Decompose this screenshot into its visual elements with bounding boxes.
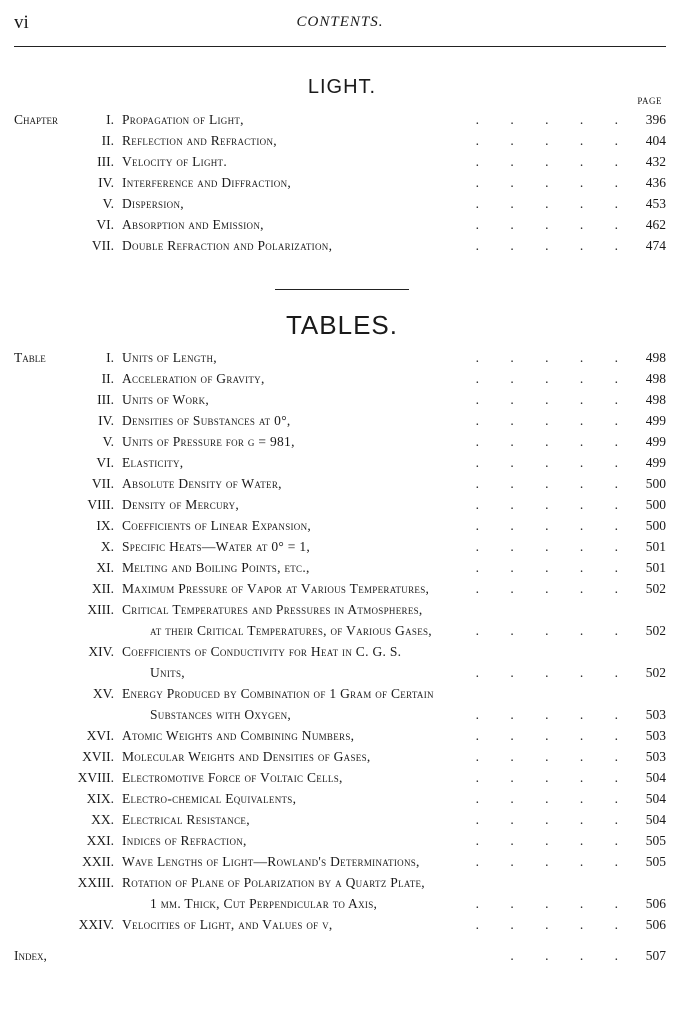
entry-title: Energy Produced by Combination of 1 Gram of Certain [122,686,434,701]
entry-number: XVIII. [77,770,114,785]
entry-number: XI. [96,560,114,575]
entry-title: Indices of Refraction, [122,833,247,848]
entry-number: II. [101,133,114,148]
entry-title: Double Refraction and Polarization, [122,238,333,253]
entry-title: Critical Temperatures and Pressures in Atmospheres, [122,602,423,617]
entry-number: XVII. [82,749,114,764]
dot-leader: . . . . . [475,392,632,407]
entry-title-continuation: 1 mm. Thick, Cut Perpendicular to Axis, [150,896,378,911]
entry-title: Interference and Diffraction, [122,175,292,190]
entry-title: Absolute Density of Water, [122,476,282,491]
page-number-row [0,196,684,217]
page-number: 504 [645,791,666,806]
dot-leader: . . . . . [475,112,632,127]
entry-number: II. [101,371,114,386]
entry-number: VI. [96,455,114,470]
dot-leader: . . . . . [475,238,632,253]
entry-number: IV. [98,413,114,428]
entry-title: Rotation of Plane of Polarization by a Quartz Plate, [122,875,425,890]
page-number-row [0,896,684,917]
page-number: 404 [645,133,666,148]
page-number-row [0,175,684,196]
page-number-row [0,917,684,938]
entry-number: V. [102,196,114,211]
page-number-row [0,154,684,175]
page-number: 502 [645,623,666,638]
entry-title: Absorption and Emission, [122,217,264,232]
dot-leader: . . . . . [475,434,632,449]
page-number-row [0,833,684,854]
dot-leader: . . . . . [475,133,632,148]
entry-number: XVI. [86,728,114,743]
page-number-row [0,581,684,602]
contents-row[interactable] [0,644,684,665]
entry-title: Units of Pressure for g = 981, [122,434,295,449]
page-number-row [0,371,684,392]
page-number: 507 [645,948,666,963]
dot-leader: . . . . . [475,539,632,554]
page-number: 498 [645,350,666,365]
page-number: 503 [645,749,666,764]
page-number-row [0,728,684,749]
entry-number: I. [106,350,114,365]
entry-number: IV. [98,175,114,190]
page-number-row [0,854,684,875]
entry-number: IX. [96,518,114,533]
entry-number: VIII. [87,497,114,512]
entry-number: XIV. [88,644,114,659]
page-number-row [0,455,684,476]
page-number: 462 [645,217,666,232]
dot-leader: . . . . . [475,350,632,365]
entry-number: X. [100,539,114,554]
dot-leader: . . . . . [475,371,632,386]
dot-leader: . . . . . [475,518,632,533]
entry-number: XIX. [86,791,114,806]
page-number: 474 [645,238,666,253]
entry-title: Atomic Weights and Combining Numbers, [122,728,355,743]
page-number: 505 [645,854,666,869]
entry-title: Coefficients of Linear Expansion, [122,518,312,533]
entry-title: Maximum Pressure of Vapor at Various Temperatures, [122,581,430,596]
dot-leader: . . . . . [475,497,632,512]
page-number-row [0,133,684,154]
entry-title: Units of Length, [122,350,217,365]
page-number-row [0,770,684,791]
page-number-row [0,238,684,259]
page-folio: vi [14,12,29,33]
entry-number: III. [97,392,114,407]
dot-leader: . . . . . [475,833,632,848]
dot-leader: . . . . . [475,896,632,911]
contents-row[interactable] [0,686,684,707]
entry-number: VI. [96,217,114,232]
dot-leader: . . . . . [475,175,632,190]
page-number-row [0,392,684,413]
entry-number: I. [106,112,114,127]
entry-number: XV. [92,686,114,701]
page-number-row [0,749,684,770]
entry-title: Dispersion, [122,196,184,211]
chapter-label: Chapter [14,112,59,127]
dot-leader: . . . . . [475,770,632,785]
page-number: 506 [645,917,666,932]
page-number: 396 [645,112,666,127]
page-number: 498 [645,371,666,386]
page-number: 503 [645,707,666,722]
entry-number: XIII. [87,602,114,617]
section-divider [275,289,409,290]
entry-number: VII. [91,238,114,253]
dot-leader: . . . . . [475,623,632,638]
entry-title: Electromotive Force of Voltaic Cells, [122,770,343,785]
page-number: 499 [645,455,666,470]
page-number: 501 [645,560,666,575]
page-number-row [0,497,684,518]
section-title-light: LIGHT. [307,76,377,98]
page-number-row [0,948,684,969]
entry-title: Molecular Weights and Densities of Gases, [122,749,371,764]
table-label: Table [14,350,46,365]
dot-leader: . . . . . [475,791,632,806]
entry-number: XXII. [82,854,114,869]
page-number-row [0,476,684,497]
entry-title: Density of Mercury, [122,497,240,512]
entry-number: III. [97,154,114,169]
page-number-row [0,539,684,560]
dot-leader: . . . . . [475,560,632,575]
entry-title: Specific Heats—Water at 0° = 1, [122,539,311,554]
entry-number: XXIII. [77,875,114,890]
dot-leader: . . . . . [475,581,632,596]
page-number: 436 [645,175,666,190]
contents-row[interactable] [0,602,684,623]
entry-title-continuation: Substances with Oxygen, [150,707,292,722]
dot-leader: . . . . [510,948,632,963]
page-number-row [0,623,684,644]
entry-title: Densities of Substances at 0°, [122,413,291,428]
page-number-row [0,217,684,238]
page-number-row [0,518,684,539]
page-number: 501 [645,539,666,554]
entry-title: Electrical Resistance, [122,812,250,827]
dot-leader: . . . . . [475,413,632,428]
entry-number: XXI. [86,833,114,848]
page-number: 499 [645,413,666,428]
dot-leader: . . . . . [475,707,632,722]
dot-leader: . . . . . [475,196,632,211]
entry-number: VII. [91,476,114,491]
entry-title: Elasticity, [122,455,184,470]
dot-leader: . . . . . [475,854,632,869]
dot-leader: . . . . . [475,455,632,470]
entry-title: Velocities of Light, and Values of v, [122,917,333,932]
page-column-label: PAGE [637,96,662,106]
page-number: 502 [645,581,666,596]
page-number: 453 [645,196,666,211]
entry-title: Wave Lengths of Light—Rowland's Determinations, [122,854,420,869]
dot-leader: . . . . . [475,476,632,491]
entry-title: Propagation of Light, [122,112,244,127]
page-number-row [0,560,684,581]
contents-row[interactable] [0,875,684,896]
entry-title: Acceleration of Gravity, [122,371,265,386]
page-number-row [0,791,684,812]
page-number-row [0,665,684,686]
page-number-row [0,707,684,728]
dot-leader: . . . . . [475,749,632,764]
header-rule [14,46,666,47]
page-number-row [0,350,684,371]
entry-number: XXIV. [78,917,114,932]
entry-title: Reflection and Refraction, [122,133,277,148]
entry-title: Coefficients of Conductivity for Heat in C. G. S. [122,644,402,659]
entry-title: Melting and Boiling Points, etc., [122,560,310,575]
page-number: 499 [645,434,666,449]
index-label: Index, [14,948,47,963]
page-number: 500 [645,497,666,512]
page-number-row [0,112,684,133]
page-header [14,12,666,34]
entry-title: Electro-chemical Equivalents, [122,791,297,806]
page-number-row [0,434,684,455]
running-title: CONTENTS. [296,14,384,30]
page-number: 505 [645,833,666,848]
page-number: 500 [645,476,666,491]
section-title-tables: TABLES. [285,310,398,340]
page-number: 498 [645,392,666,407]
entry-title: Units of Work, [122,392,210,407]
page-number: 500 [645,518,666,533]
page-number: 502 [645,665,666,680]
page-number: 432 [645,154,666,169]
dot-leader: . . . . . [475,217,632,232]
page-number-row [0,413,684,434]
entry-number: XX. [91,812,114,827]
entry-number: XII. [91,581,114,596]
dot-leader: . . . . . [475,812,632,827]
page-number: 504 [645,770,666,785]
dot-leader: . . . . . [475,154,632,169]
page-number: 506 [645,896,666,911]
entry-title-continuation: at their Critical Temperatures, of Various Gases, [150,623,432,638]
dot-leader: . . . . . [475,917,632,932]
page-number-row [0,812,684,833]
entry-title: Velocity of Light. [122,154,228,169]
entry-number: V. [102,434,114,449]
page-number: 503 [645,728,666,743]
dot-leader: . . . . . [475,728,632,743]
dot-leader: . . . . . [475,665,632,680]
entry-title-continuation: Units, [150,665,185,680]
page-number: 504 [645,812,666,827]
